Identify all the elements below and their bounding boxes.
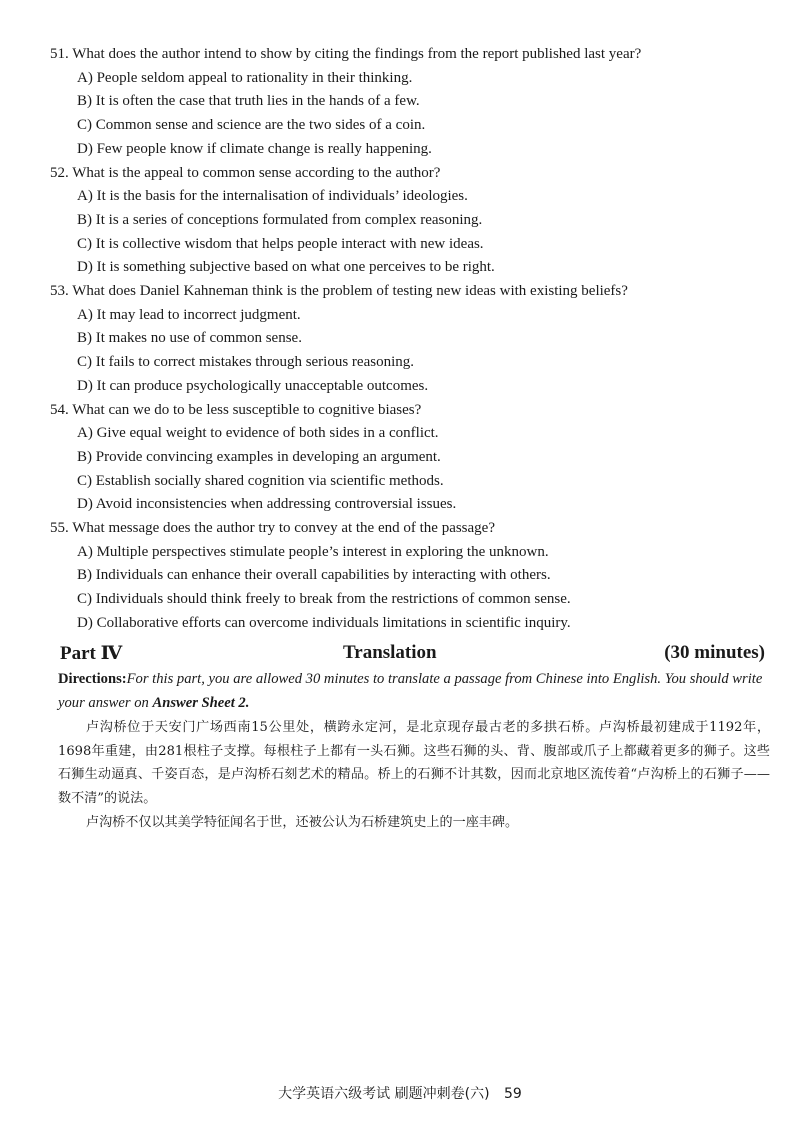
option-d: D) Collaborative efforts can overcome individuals limitations in scientific inquiry. xyxy=(77,614,571,631)
option-b: B) Provide convincing examples in developing an argument. xyxy=(77,448,441,465)
option-b: B) It is often the case that truth lies in the hands of a few. xyxy=(77,93,420,110)
directions-text: For this part, you are allowed 30 minutes to translate a passage from Chinese into English. You should write your answer on xyxy=(58,671,763,711)
question-stem: 55. What message does the author try to convey at the end of the passage? xyxy=(50,520,495,537)
question-51 xyxy=(50,43,770,162)
question-stem: 54. What can we do to be less susceptible to cognitive biases? xyxy=(50,401,422,418)
option-c: C) It fails to correct mistakes through serious reasoning. xyxy=(77,354,415,371)
passage-paragraph-2: 卢沟桥不仅以其美学特征闻名于世，还被公认为石桥建筑史上的一座丰碑。 xyxy=(86,815,519,830)
option-b: B) It is a series of conceptions formulated from complex reasoning. xyxy=(77,211,483,228)
option-a: A) People seldom appeal to rationality in their thinking. xyxy=(77,69,413,86)
question-stem: 51. What does the author intend to show by citing the findings from the report published last year? xyxy=(50,46,642,62)
directions xyxy=(58,668,768,715)
option-d: D) Avoid inconsistencies when addressing controversial issues. xyxy=(77,496,457,513)
option-d: D) It can produce psychologically unacceptable outcomes. xyxy=(77,377,429,394)
option-a: A) It may lead to incorrect judgment. xyxy=(77,306,301,323)
part-header xyxy=(60,642,765,668)
question-stem: 53. What does Daniel Kahneman think is the problem of testing new ideas with existing beliefs? xyxy=(50,283,628,300)
directions-label: Directions: xyxy=(58,671,127,687)
footer-title: 大学英语六级考试 刷题冲刺卷(六) xyxy=(278,1086,490,1102)
part-label: Part Ⅳ xyxy=(60,643,123,664)
option-c: C) Establish socially shared cognition via scientific methods. xyxy=(77,472,444,489)
page-number: 59 xyxy=(504,1086,522,1102)
question-53 xyxy=(50,280,770,399)
passage-paragraph-1: 卢沟桥位于天安门广场西南15公里处，横跨永定河，是北京现存最古老的多拱石桥。卢沟桥最初建成于1192年，1698年重建，由281根柱子支撑。每根柱子上都有一头石狮。这些石狮的头、背、腹部或爪子上都藏着更多的狮子。这些石狮生动逼真、千姿百态，是卢沟桥石刻艺术的精品。桥上的石狮不计其数，因而北京地区流传着“卢沟桥上的石狮子——数不清”的说法。 xyxy=(58,720,770,806)
option-a: A) Multiple perspectives stimulate people’s interest in exploring the unknown. xyxy=(77,543,549,560)
option-b: B) Individuals can enhance their overall capabilities by interacting with others. xyxy=(77,567,551,584)
option-a: A) It is the basis for the internalisation of individuals’ ideologies. xyxy=(77,188,468,205)
question-54 xyxy=(50,399,770,518)
option-b: B) It makes no use of common sense. xyxy=(77,330,302,347)
option-d: D) Few people know if climate change is really happening. xyxy=(77,140,432,157)
answer-sheet-ref: Answer Sheet 2 xyxy=(152,694,246,711)
option-a: A) Give equal weight to evidence of both sides in a conflict. xyxy=(77,425,439,442)
option-c: C) Common sense and science are the two sides of a coin. xyxy=(77,117,426,134)
part-time: (30 minutes) xyxy=(664,642,765,663)
page-footer xyxy=(0,1083,800,1103)
question-stem: 52. What is the appeal to common sense according to the author? xyxy=(50,164,441,181)
option-c: C) It is collective wisdom that helps people interact with new ideas. xyxy=(77,235,484,252)
question-list xyxy=(50,43,770,636)
option-c: C) Individuals should think freely to break from the restrictions of common sense. xyxy=(77,591,571,608)
question-55 xyxy=(50,517,770,636)
part-title: Translation xyxy=(343,642,437,663)
directions-end: . xyxy=(245,694,250,711)
question-52 xyxy=(50,162,770,281)
option-d: D) It is something subjective based on what one perceives to be right. xyxy=(77,259,495,276)
